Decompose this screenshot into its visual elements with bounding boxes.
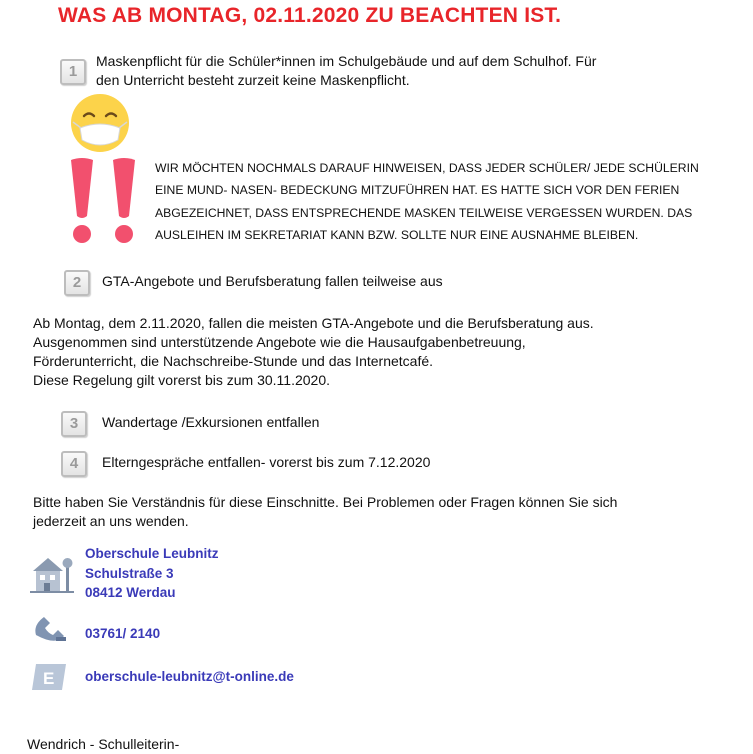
- item-3-text: Wandertage /Exkursionen entfallen: [102, 414, 320, 430]
- notice-text: [155, 157, 699, 246]
- notice-line: ABGEZEICHNET, DASS ENTSPRECHENDE MASKEN TEILWEISE VERGESSEN WURDEN. DAS: [155, 205, 693, 220]
- address-block: [85, 544, 219, 603]
- exclamation-marks-icon: [68, 156, 140, 251]
- phone-number[interactable]: 03761/ 2140: [85, 626, 161, 641]
- paragraph-line: Diese Regelung gilt vorerst bis zum 30.11.2020.: [33, 372, 331, 388]
- paragraph-line: Ausgenommen sind unterstützende Angebote wie die Hausaufgabenbetreuung,: [33, 334, 526, 350]
- street-address: Schulstraße 3: [85, 565, 174, 581]
- item-number-4: 4: [61, 451, 87, 477]
- house-icon: [30, 553, 74, 600]
- gta-paragraph: [33, 314, 594, 390]
- paragraph-line: Ab Montag, dem 2.11.2020, fallen die meisten GTA-Angebote und die Berufsberatung aus.: [33, 315, 594, 331]
- telephone-icon: [32, 613, 68, 648]
- email-icon: [30, 661, 70, 698]
- item-4-text: Elterngespräche entfallen- vorerst bis zum 7.12.2020: [102, 454, 431, 470]
- item-number-1: 1: [60, 59, 86, 85]
- item-1-line: den Unterricht besteht zurzeit keine Maskenpflicht.: [96, 72, 410, 88]
- paragraph-line: Förderunterricht, die Nachschreibe-Stunde und das Internetcafé.: [33, 353, 434, 369]
- signature: Wendrich - Schulleiterin-: [27, 736, 180, 752]
- item-number-3: 3: [61, 411, 87, 437]
- face-with-mask-icon: [69, 92, 131, 159]
- city-address: 08412 Werdau: [85, 585, 176, 600]
- notice-line: EINE MUND- NASEN- BEDECKUNG MITZUFÜHREN HAT. ES HATTE SICH VOR DEN FERIEN: [155, 183, 680, 198]
- item-1-line: Maskenpflicht für die Schüler*innen im Schulgebäude und auf dem Schulhof. Für: [96, 53, 597, 69]
- notice-line: AUSLEIHEN IM SEKRETARIAT KANN BZW. SOLLTE NUR EINE AUSNAHME BLEIBEN.: [155, 227, 639, 242]
- item-1-text: [96, 52, 596, 90]
- email-link[interactable]: oberschule-leubnitz@t-online.de: [85, 669, 294, 684]
- item-2-text: GTA-Angebote und Berufsberatung fallen teilweise aus: [102, 273, 443, 289]
- item-number-2: 2: [64, 270, 90, 296]
- school-name: Oberschule Leubnitz: [85, 546, 219, 561]
- paragraph-line: jederzeit an uns wenden.: [33, 513, 189, 529]
- closing-paragraph: [33, 493, 617, 531]
- paragraph-line: Bitte haben Sie Verständnis für diese Einschnitte. Bei Problemen oder Fragen können Sie sich: [33, 494, 618, 510]
- svg-text:E: E: [43, 669, 55, 688]
- notice-line: WIR MÖCHTEN NOCHMALS DARAUF HINWEISEN, DASS JEDER SCHÜLER/ JEDE SCHÜLERIN: [155, 161, 699, 175]
- page-title: WAS AB MONTAG, 02.11.2020 ZU BEACHTEN IST.: [58, 4, 562, 27]
